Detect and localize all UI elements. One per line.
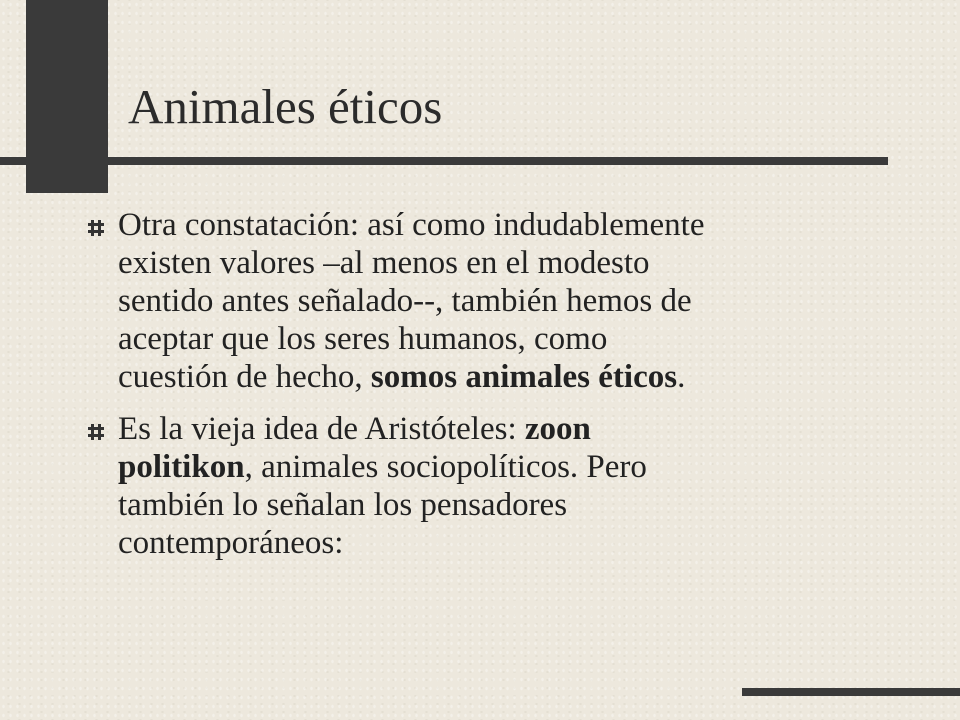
bullet-list [88, 206, 888, 576]
bullet-text: sentido antes señalado--, también hemos de [118, 283, 692, 319]
slide-title: Animales éticos [128, 79, 443, 134]
bullet-text: contemporáneos: [118, 525, 344, 561]
bullet-text: cuestión de hecho, [118, 359, 371, 395]
bullet-line [118, 244, 888, 282]
bullet-text: , animales sociopolíticos. Pero [244, 449, 647, 485]
bullet-text: existen valores –al menos en el modesto [118, 245, 650, 281]
bullet-text: aceptar que los seres humanos, como [118, 321, 608, 357]
bullet-text: Es la vieja idea de Aristóteles: [118, 411, 525, 447]
bullet-line [118, 448, 888, 486]
bullet-line [118, 282, 888, 320]
bullet-line [118, 524, 888, 562]
bullet-emphasis: zoon [524, 411, 591, 447]
bullet-text: Otra constatación: así como indudablemente [118, 207, 705, 243]
bullet-emphasis: somos animales éticos [370, 359, 678, 395]
bullet-text: también lo señalan los pensadores [118, 487, 568, 523]
bullet-item [88, 410, 888, 562]
title-underline-bar [0, 157, 888, 165]
bullet-line [118, 410, 888, 448]
bullet-line [118, 320, 888, 358]
bullet-item [88, 206, 888, 396]
bullet-text: . [677, 359, 686, 395]
bottom-right-rule [742, 688, 960, 696]
bullet-line [118, 206, 888, 244]
hash-bullet-icon [88, 220, 104, 236]
bullet-emphasis: politikon [118, 449, 245, 485]
bullet-line [118, 358, 888, 396]
hash-bullet-icon [88, 424, 104, 440]
bullet-line [118, 486, 888, 524]
